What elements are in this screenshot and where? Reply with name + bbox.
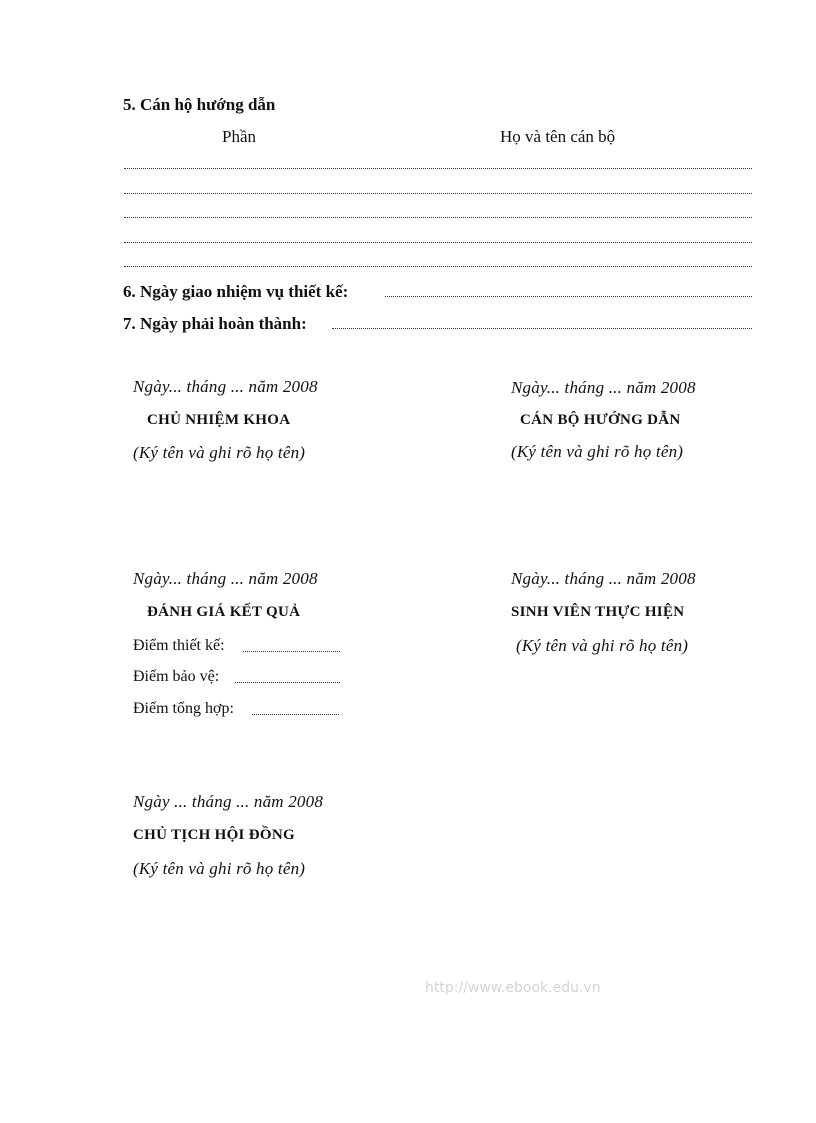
dean-title: CHỦ NHIỆM KHOA	[147, 412, 291, 428]
defense-score-line	[235, 682, 340, 683]
chair-title: CHỦ TỊCH HỘI ĐỒNG	[133, 827, 295, 843]
advisor-row-line-4	[124, 242, 752, 243]
total-score-line	[252, 714, 339, 715]
student-title: SINH VIÊN THỰC HIỆN	[511, 604, 685, 620]
dean-sign-note: (Ký tên và ghi rõ họ tên)	[133, 443, 306, 462]
evaluation-date: Ngày... tháng ... năm 2008	[133, 569, 318, 588]
defense-score-label: Điểm bảo vệ:	[133, 668, 220, 685]
column-header-advisor-name: Họ và tên cán bộ	[500, 127, 616, 146]
design-score-line	[243, 651, 340, 652]
watermark-url: http://www.ebook.edu.vn	[425, 980, 601, 996]
deadline-line	[332, 328, 752, 329]
deadline-label: 7. Ngày phải hoàn thành:	[123, 314, 307, 333]
assignment-date-line	[385, 296, 752, 297]
chair-sign-note: (Ký tên và ghi rõ họ tên)	[133, 859, 306, 878]
advisor-row-line-2	[124, 193, 752, 194]
advisor-row-line-1	[124, 168, 752, 169]
design-score-label: Điểm thiết kế:	[133, 637, 225, 654]
advisor-sign-note: (Ký tên và ghi rõ họ tên)	[511, 442, 684, 461]
evaluation-title: ĐÁNH GIÁ KẾT QUẢ	[147, 604, 301, 620]
total-score-label: Điểm tổng hợp:	[133, 700, 234, 717]
column-header-part: Phần	[222, 127, 256, 146]
dean-date: Ngày... tháng ... năm 2008	[133, 377, 318, 396]
section5-title: 5. Cán hộ hướng dẫn	[123, 95, 276, 114]
assignment-date-label: 6. Ngày giao nhiệm vụ thiết kế:	[123, 282, 349, 301]
advisor-row-line-3	[124, 217, 752, 218]
student-sign-note: (Ký tên và ghi rõ họ tên)	[516, 636, 689, 655]
advisor-title: CÁN BỘ HƯỚNG DẪN	[520, 412, 681, 428]
advisor-row-line-5	[124, 266, 752, 267]
student-date: Ngày... tháng ... năm 2008	[511, 569, 696, 588]
chair-date: Ngày ... tháng ... năm 2008	[133, 792, 324, 811]
advisor-date: Ngày... tháng ... năm 2008	[511, 378, 696, 397]
